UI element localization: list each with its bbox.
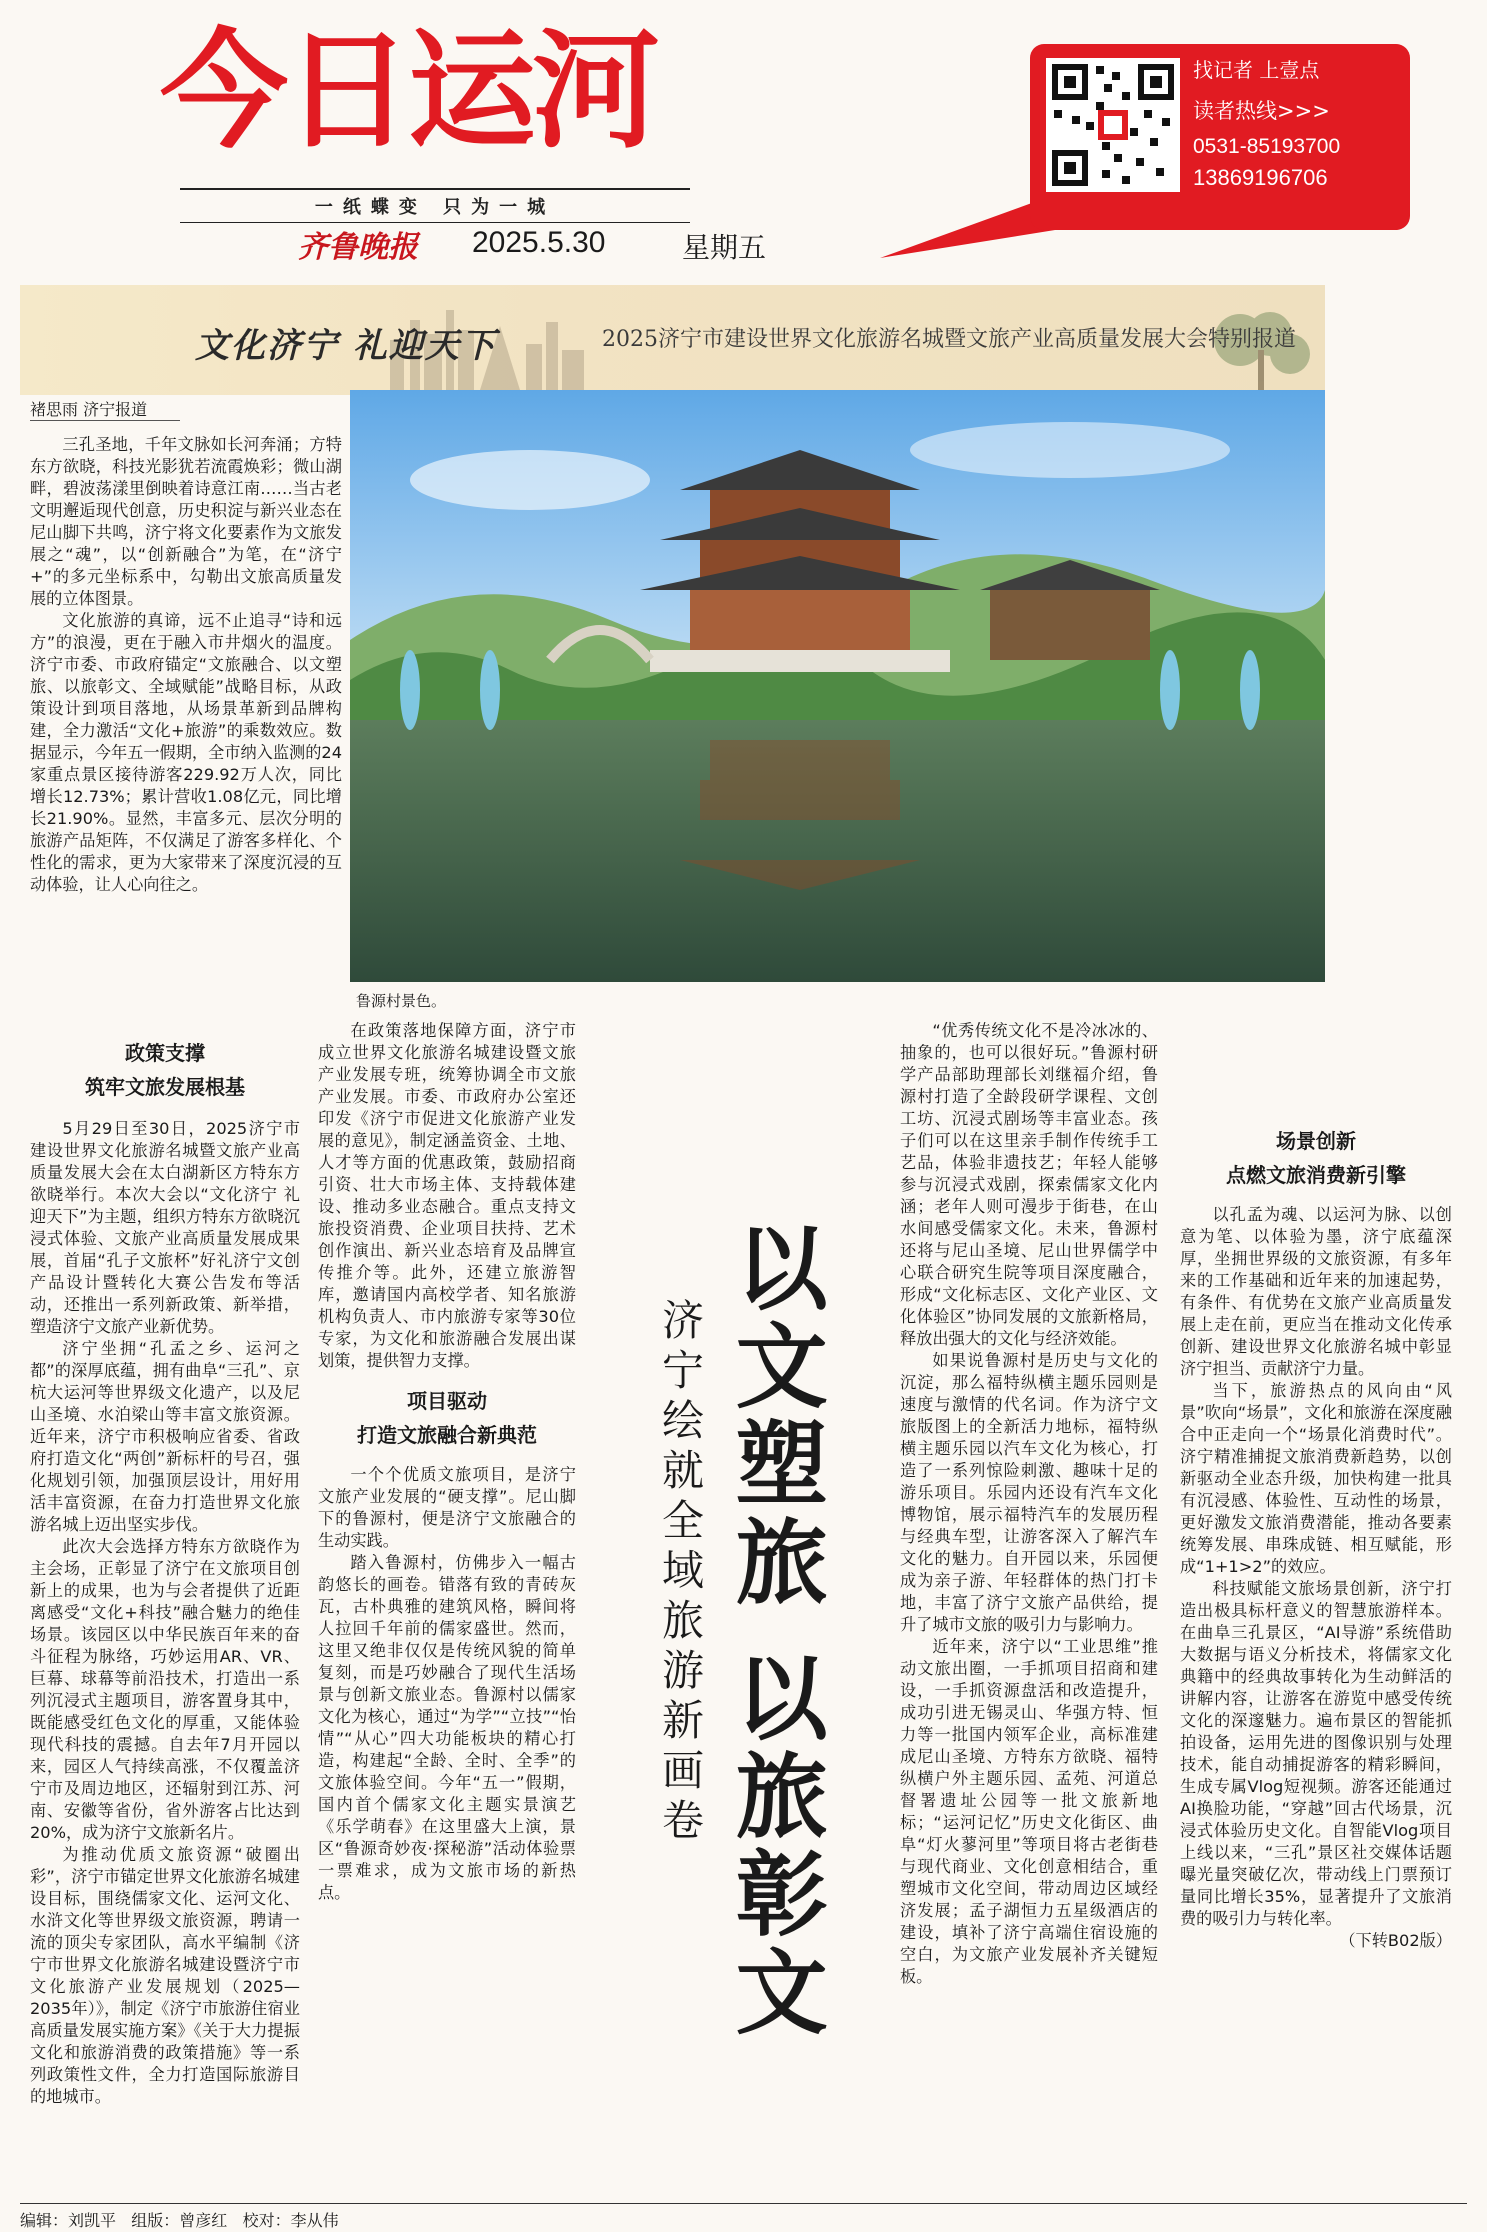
section-2-paragraph-5: 近年来，济宁以“工业思维”推动文旅出圈，一手抓项目招商和建设，一手抓资源盘活和改造提升，成功引进无锡灵山、华强方特、恒力等一批国内领军企业，高标准建成尼山圣境、方特东方欲晓、福特纵横户外主题乐园、孟苑、河道总督署遗址公园等一批文旅新地标；“运河记忆”历史文化街区、曲阜“灯火蓼河里”等项目将古老街巷与现代商业、文化创意相结合，重塑城市文化空间，带动周边区域经济发展；孟子湖恒力五星级酒店的建设，填补了济宁高端住宿设施的空白，为文旅产业发展补齐关键短板。 [900,1637,1158,1986]
masthead-slogan: 一纸蝶变 只为一城 [180,188,690,223]
section-3-paragraph-1: 以孔孟为魂、以运河为脉、以创意为笔、以体验为墨，济宁底蕴深厚，坐拥世界级的文旅资源，有多年来的工作基础和近年来的加速起势，有条件、有优势在文旅产业高质量发展上走在前，更应当在推动文化传承创新、建设世界文化旅游名城中彰显济宁担当、贡献济宁力量。 [1180,1205,1452,1378]
lead-paragraph-1: 三孔圣地，千年文脉如长河奔涌；方特东方欲晓，科技光影犹若流霞焕彩；微山湖畔，碧波荡漾里倒映着诗意江南……当古老文明邂逅现代创意，历史积淀与新兴业态在尼山脚下共鸣，济宁将文化要素作为文旅发展之“魂”，以“创新融合”为笔，在“济宁+”的多元坐标系中，勾勒出文旅高质量发展的立体图景。 [30,435,342,608]
section-1-paragraph-4: 为推动优质文旅资源“破圈出彩”，济宁市锚定世界文化旅游名城建设目标，围绕儒家文化、运河文化、水浒文化等世界级文旅资源，聘请一流的顶尖专家团队，高水平编制《济宁市世界文化旅游名城建设暨济宁市文化旅游产业发展规划（2025—2035年）》，制定《济宁市旅游住宿业高质量发展实施方案》《关于大力提振文化和旅游消费的政策措施》等一系列政策性文件，全力打造国际旅游目的地城市。 [30,1845,300,2106]
lead-column [30,434,342,896]
section-1-paragraph-3: 此次大会选择方特东方欲晓作为主会场，正彰显了济宁在文旅项目创新上的成果，也为与会者提供了近距离感受“文化+科技”融合魅力的绝佳场景。该园区以中华民族百年来的奋斗征程为脉络，巧妙运用AR、VR、巨幕、球幕等前沿技术，打造出一系列沉浸式主题项目，游客置身其中，既能感受红色文化的厚重，又能体验现代科技的震撼。自去年7月开园以来，园区人气持续高涨，不仅覆盖济宁市及周边地区，还辐射到江苏、河南、安徽等省份，省外游客占比达到20%，成为济宁文旅新名片。 [30,1537,300,1842]
section-3-paragraph-3: 科技赋能文旅场景创新，济宁打造出极具标杆意义的智慧旅游样本。在曲阜三孔景区，“AI导游”系统借助大数据与语义分析技术，将儒家文化典籍中的经典故事转化为生动鲜活的讲解内容，让游客在游览中感受传统文化的深邃魅力。遍布景区的智能抓拍设备，运用先进的图像识别与处理技术，能自动捕捉游客的精彩瞬间，生成专属Vlog短视频。游客还能通过AI换脸功能，“穿越”回古代场景，沉浸式体验历史文化。自智能Vlog项目上线以来，“三孔”景区社交媒体话题曝光量突破亿次，带动线上门票预订量同比增长35%，显著提升了文旅消费的吸引力与转化率。 [1180,1579,1452,1928]
section-1-title: 政策支撑 [125,1041,205,1065]
column-3 [900,1020,1158,1988]
footer-credits [20,2208,339,2231]
newspaper-brand: 齐鲁晚报 [298,230,418,265]
issue-weekday: 星期五 [682,231,767,264]
footer-layout: 组版：曾彦红 [131,2211,228,2230]
section-1-paragraph-2: 济宁坐拥“孔孟之乡、运河之都”的深厚底蕴，拥有曲阜“三孔”、京杭大运河等世界级文化遗产，以及尼山圣境、水泊梁山等丰富文旅资源。近年来，济宁市积极响应省委、省政府打造文化“两创”新标杆的号召，强化规划引领，加强顶层设计，用好用活丰富资源，在奋力打造世界文化旅游名城上迈出坚实步伐。 [30,1339,300,1534]
article-photo [350,390,1325,982]
section-2-paragraph-2: 踏入鲁源村，仿佛步入一幅古韵悠长的画卷。错落有致的青砖灰瓦，古朴典雅的建筑风格，瞬间将人拉回千年前的儒家盛世。然而，这里又绝非仅仅是传统风貌的简单复刻，而是巧妙融合了现代生活场景与创新文旅业态。鲁源村以儒家文化为核心，通过“为学”“立技”“怡情”“从心”四大功能板块的精心打造，构建起“全龄、全时、全季”的文旅体验空间。今年“五一”假期，国内首个儒家文化主题实景演艺《乐学萌春》在这里盛大上演，景区“鲁源奇妙夜·探秘游”活动体验票一票难求，成为文旅市场的新热点。 [318,1553,576,1902]
hotline-line2: 读者热线>>> [1193,99,1330,123]
hotline-line1: 找记者 上壹点 [1193,58,1320,82]
section-1-paragraph-5: 在政策落地保障方面，济宁市成立世界文化旅游名城建设暨文旅产业发展专班，统筹协调全市文旅产业发展。市委、市政府办公室还印发《济宁市促进文化旅游产业发展的意见》，制定涵盖资金、土地、人才等方面的优惠政策，鼓励招商引资、壮大市场主体、支持载体建设、推动多业态融合。重点支持文旅投资消费、企业项目扶持、艺术创作演出、新兴业态培育及品牌宣传推介等。此外，还建立旅游智库，邀请国内高校学者、知名旅游机构负责人、市内旅游专家等30位专家，为文化和旅游融合发展出谋划策，提供智力支撑。 [318,1021,576,1370]
section-3-title: 场景创新 [1276,1129,1356,1153]
byline-divider [30,420,180,421]
continued-notice: （下转B02版） [1339,1931,1452,1950]
banner-title: 文化济宁 礼迎天下 [195,326,497,366]
section-1-subtitle: 筑牢文旅发展根基 [85,1075,245,1099]
column-2 [318,1020,576,1904]
section-2-paragraph-4: 如果说鲁源村是历史与文化的沉淀，那么福特纵横主题乐园则是速度与激情的代名词。作为济宁文旅版图上的全新活力地标，福特纵横主题乐园以汽车文化为核心，打造了一系列惊险刺激、趣味十足的游乐项目。乐园内还设有汽车文化博物馆，展示福特汽车的发展历程与经典车型，让游客深入了解汽车文化的魅力。自开园以来，乐园便成为亲子游、年轻群体的热门打卡地，丰富了济宁文旅产品供给，提升了城市文旅的吸引力与影响力。 [900,1351,1158,1634]
footer-editor: 编辑：刘凯平 [20,2211,117,2230]
banner-subtitle: 2025济宁市建设世界文化旅游名城暨文旅产业高质量发展大会特别报道 [602,327,1296,352]
section-3-paragraph-2: 当下，旅游热点的风向由“风景”吹向“场景”，文化和旅游在深度融合中正走向一个“场景化消费时代”。济宁精准捕捉文旅消费新趋势，以创新驱动全业态升级，加快构建一批具有沉浸感、体验性、互动性的场景，更好激发文旅消费潜能，推动各要素统筹发展、串珠成链、相互赋能，形成“1+1>2”的效应。 [1180,1381,1452,1576]
column-4 [1180,1020,1452,1952]
footer-proof: 校对：李从伟 [242,2211,339,2230]
sub-headline: 济宁绘就全域旅游新画卷 [656,1298,705,1848]
footer-divider [20,2203,1467,2204]
masthead-title: 今日运河 [160,17,657,166]
section-2-paragraph-3: “优秀传统文化不是冷冰冰的、抽象的，也可以很好玩。”鲁源村研学产品部助理部长刘继福介绍，鲁源村打造了全龄段研学课程、文创工坊、沉浸式剧场等丰富业态。孩子们可以在这里亲手制作传统手工艺品，体验非遗技艺；年轻人能够参与沉浸式戏剧，探索儒家文化内涵；老年人则可漫步于街巷，在山水间感受儒家文化。未来，鲁源村还将与尼山圣境、尼山世界儒学中心联合研究生院等项目深度融合，形成“文化标志区、文化产业区、文化体验区”协同发展的文旅新格局，释放出强大的文化与经济效能。 [900,1021,1158,1348]
byline: 褚思雨 济宁报道 [30,400,148,419]
hotline-phone2: 13869196706 [1193,165,1328,190]
section-2-paragraph-1: 一个个优质文旅项目，是济宁文旅产业发展的“硬支撑”。尼山脚下的鲁源村，便是济宁文旅融合的生动实践。 [318,1465,576,1550]
main-headline: 以文塑旅 以旅彰文 [720,1220,829,2043]
hotline-phone1: 0531-85193700 [1193,135,1341,158]
issue-date: 2025.5.30 [472,226,606,259]
lead-paragraph-2: 文化旅游的真谛，远不止追寻“诗和远方”的浪漫，更在于融入市井烟火的温度。济宁市委、市政府锚定“文旅融合、以文塑旅、以旅彰文、全域赋能”战略目标，从政策设计到项目落地，从场景革新到品牌构建，全力激活“文化+旅游”的乘数效应。数据显示，今年五一假期，全市纳入监测的24家重点景区接待游客229.92万人次，同比增长12.73%；累计营收1.08亿元，同比增长21.90%。显然，丰富多元、层次分明的旅游产品矩阵，不仅满足了游客多样化、个性化的需求，更为大家带来了深度沉浸的互动体验，让人心向往之。 [30,611,342,894]
section-2-title: 项目驱动 [407,1389,487,1413]
section-1-paragraph-1: 5月29日至30日，2025济宁市建设世界文化旅游名城暨文旅产业高质量发展大会在太白湖新区方特东方欲晓举行。本次大会以“文化济宁 礼迎天下”为主题，组织方特东方欲晓沉浸式体验、文旅产业高质量发展成果展，首届“孔子文旅杯”好礼济宁文创产品设计暨转化大赛公告发布等活动，还推出一系列新政策、新举措，塑造济宁文旅产业新优势。 [30,1119,300,1336]
qr-code-icon [1046,58,1180,192]
column-1 [30,1008,300,2108]
section-3-subtitle: 点燃文旅消费新引擎 [1226,1163,1406,1187]
section-2-subtitle: 打造文旅融合新典范 [357,1423,537,1447]
photo-caption: 鲁源村景色。 [356,992,447,1010]
